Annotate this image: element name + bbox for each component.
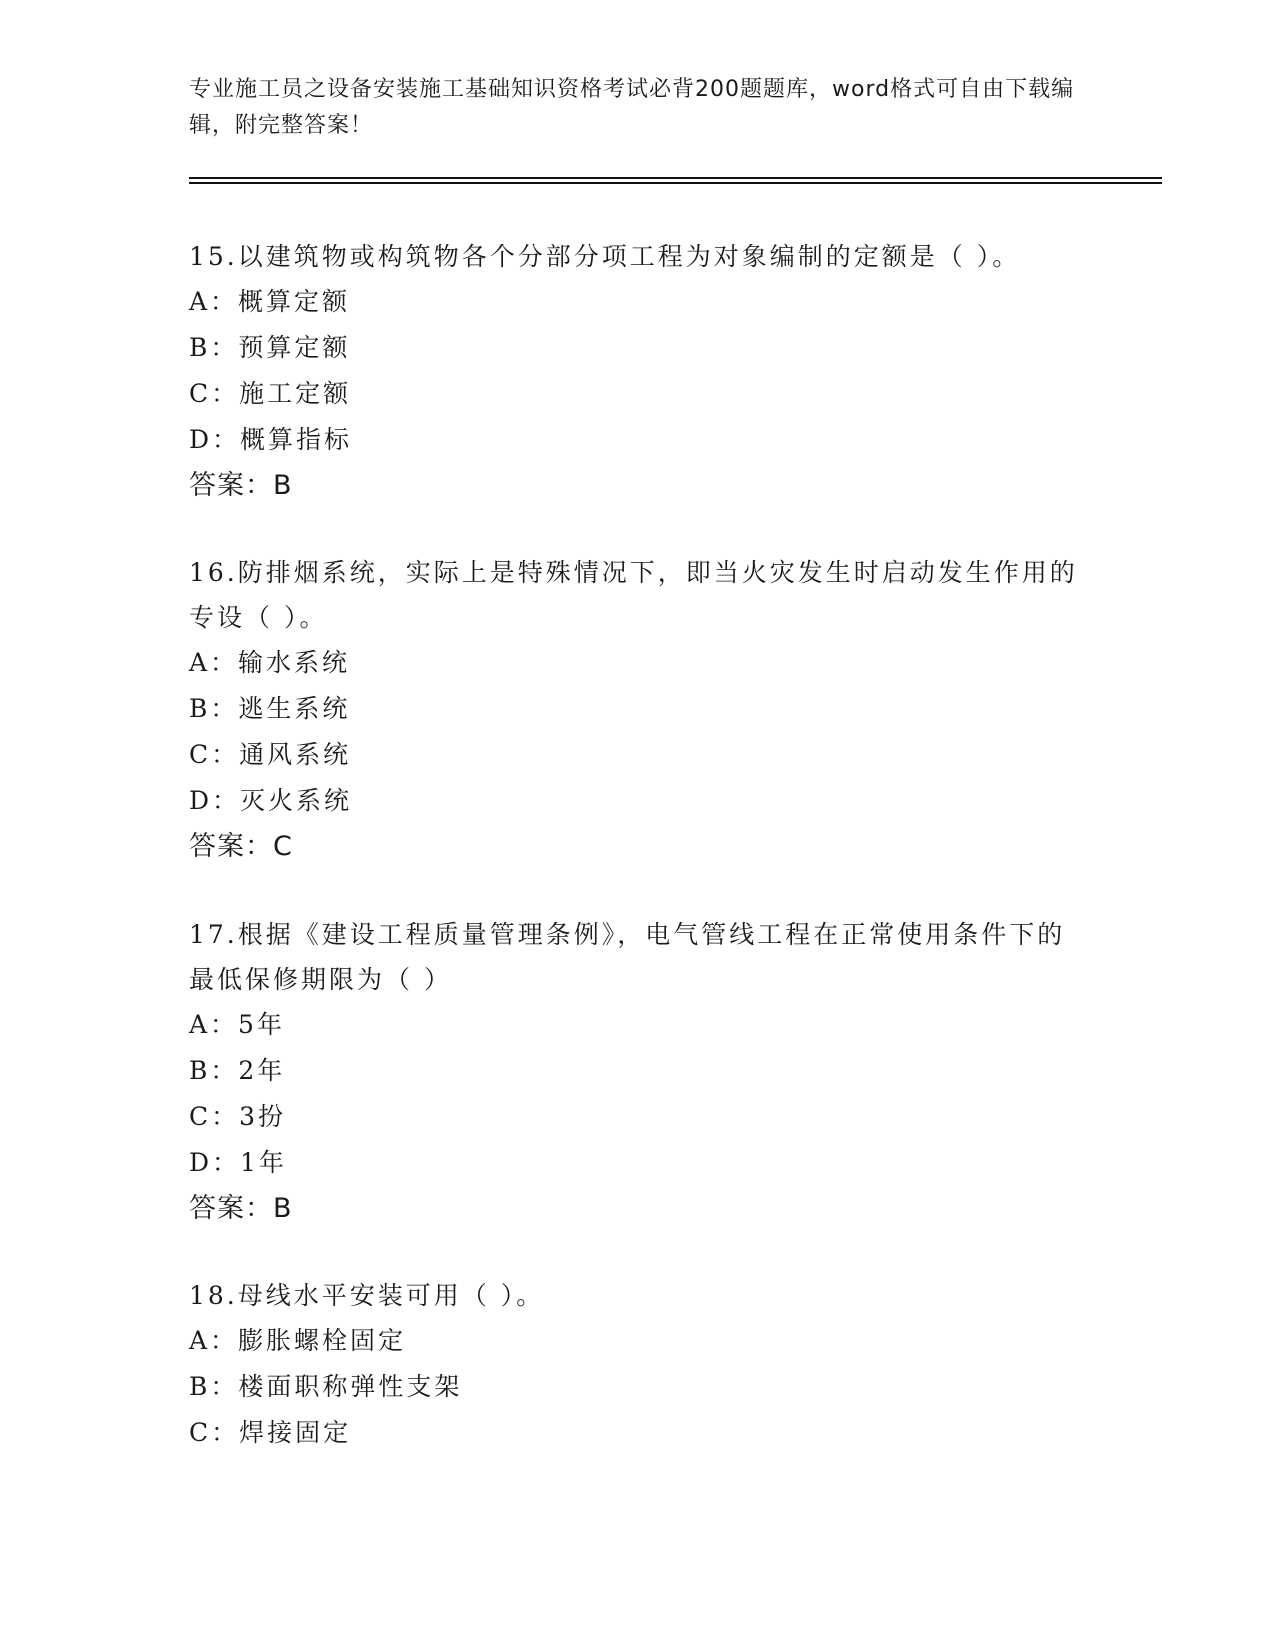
option-d: D：概算指标: [189, 425, 353, 454]
question-17: [189, 912, 1089, 1232]
question-stem: 15.以建筑物或构筑物各个分部分项工程为对象编制的定额是（ ）。: [189, 242, 1021, 271]
option-a: A：膨胀螺栓固定: [189, 1326, 407, 1355]
option-b: B：楼面职称弹性支架: [189, 1372, 463, 1401]
option-d: D：灭火系统: [189, 786, 353, 815]
option-c: C：3扮: [189, 1102, 287, 1131]
option-b: B：2年: [189, 1056, 286, 1085]
question-16: [189, 550, 1089, 870]
header-divider-top: [189, 177, 1162, 179]
option-a: A：概算定额: [189, 287, 351, 316]
option-b: B：预算定额: [189, 333, 351, 362]
answer-line: 答案：C: [189, 831, 293, 862]
question-15: [189, 234, 1089, 509]
option-a: A：5年: [189, 1010, 285, 1039]
option-c: C：通风系统: [189, 740, 352, 769]
question-stem: 18.母线水平安装可用（ ）。: [189, 1281, 545, 1310]
option-b: B：逃生系统: [189, 694, 351, 723]
answer-line: 答案：B: [189, 1193, 293, 1224]
option-c: C：施工定额: [189, 379, 352, 408]
question-stem: 16.防排烟系统，实际上是特殊情况下，即当火灾发生时启动发生作用的专设（ ）。: [189, 558, 1078, 632]
answer-line: 答案：B: [189, 470, 293, 501]
option-a: A：输水系统: [189, 648, 351, 677]
header-divider-bottom: [189, 182, 1162, 184]
document-header: 专业施工员之设备安装施工基础知识资格考试必背200题题库，word格式可自由下载编辑，附完整答案！: [189, 77, 1075, 138]
question-18: [189, 1273, 1089, 1456]
option-c: C：焊接固定: [189, 1418, 352, 1447]
question-stem: 17.根据《建设工程质量管理条例》，电气管线工程在正常使用条件下的最低保修期限为（ ）: [189, 920, 1066, 994]
option-d: D：1年: [189, 1148, 287, 1177]
